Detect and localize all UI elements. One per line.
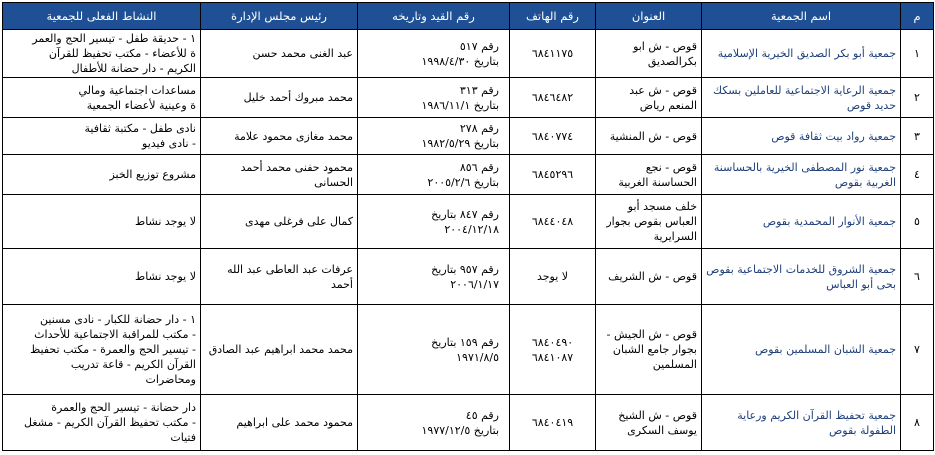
row-address: خلف مسجد أبو العباس بقوص بجوار السرايرية [596,195,702,249]
row-registration: رقم ٣١٣ بتاريخ ١٩٨٦/١١/١ [358,78,510,118]
row-num: ٦ [901,249,934,305]
row-num: ٣ [901,118,934,155]
row-address: قوص - ش الشيخ يوسف السكرى [596,395,702,451]
header-chairman: رئيس مجلس الإدارة [201,3,358,30]
row-activity: لا يوجد نشاط [3,249,201,305]
row-activity: ١ - حديقة طفل - تيسير الحج والعمر ة للأعضاء - مكتب تحفيظ للقرآن الكريم - دار حضانة للأطفال [3,30,201,78]
row-chairman: عرفات عبد العاطى عبد الله أحمد [201,249,358,305]
row-phone: ٦٨٤٠٤٩٠ ٦٨٤١٠٨٧ [510,305,596,395]
row-activity: ١ - دار حضانة للكبار - نادى مسنين - مكتب للمراقبة الاجتماعية للأحداث - تيسير الحج والعمرة - مكتب تحفيظ القرآن الكريم - قاعة تدريب ومحاضرات [3,305,201,395]
row-address: قوص - ش الشريف [596,249,702,305]
row-phone: ٦٨٤٠٤١٩ [510,395,596,451]
row-name: جمعية نور المصطفى الخيرية بالحساسنة الغربية بقوص [702,155,901,195]
row-phone: ٦٨٤٥٢٩٦ [510,155,596,195]
row-registration: رقم ٨٥٦ بتاريخ ٢٠٠٥/٢/٦ [358,155,510,195]
row-name: جمعية الأنوار المحمدية بقوص [702,195,901,249]
row-num: ٧ [901,305,934,395]
header-name: اسم الجمعية [702,3,901,30]
row-name: جمعية الشروق للخدمات الاجتماعية بقوص بحى أبو العباس [702,249,901,305]
row-chairman: محمود محمد على ابراهيم [201,395,358,451]
row-registration: رقم ٢٧٨ بتاريخ ١٩٨٢/٥/٢٩ [358,118,510,155]
row-num: ٥ [901,195,934,249]
row-num: ٨ [901,395,934,451]
row-phone: ٦٨٤١١٧٥ [510,30,596,78]
row-phone: ٦٨٤٦٤٨٢ [510,78,596,118]
header-row [3,3,934,30]
row-registration: رقم ٨٤٧ بتاريخ ٢٠٠٤/١٢/١٨ [358,195,510,249]
row-name: جمعية الرعاية الاجتماعية للعاملين بسكك حديد قوص [702,78,901,118]
row-address: قوص - ش الجيش - بجوار جامع الشبان المسلمين [596,305,702,395]
row-chairman: محمد مبروك أحمد خليل [201,78,358,118]
row-name: جمعية تحفيظ القرآن الكريم ورعاية الطفولة بقوص [702,395,901,451]
associations-table [2,2,934,451]
row-chairman: كمال على فرغلى مهدى [201,195,358,249]
row-phone: لا يوجد [510,249,596,305]
associations-table-wrapper [2,2,933,451]
row-num: ١ [901,30,934,78]
table-row [3,249,934,305]
header-activity: النشاط الفعلى للجمعية [3,3,201,30]
row-num: ٢ [901,78,934,118]
row-registration: رقم ٤٥ بتاريخ ١٩٧٧/١٢/٥ [358,395,510,451]
row-address: قوص - نجع الحساسنة الغربية [596,155,702,195]
table-row [3,155,934,195]
row-registration: رقم ٩٥٧ بتاريخ ٢٠٠٦/١/١٧ [358,249,510,305]
row-address: قوص - ش عبد المنعم رياض [596,78,702,118]
row-address: قوص - ش ابو بكرالصديق [596,30,702,78]
row-chairman: عبد الغنى محمد حسن [201,30,358,78]
row-activity: دار حضانة - تيسير الحج والعمرة - مكتب تحفيظ القرآن الكريم - مشغل فتيات [3,395,201,451]
table-row [3,305,934,395]
table-row [3,78,934,118]
row-address: قوص - ش المنشية [596,118,702,155]
table-row [3,30,934,78]
row-name: جمعية رواد بيت ثقافة قوص [702,118,901,155]
table-row [3,395,934,451]
row-activity: مساعدات اجتماعية ومالي ة وعينية لأعضاء الجمعية [3,78,201,118]
row-chairman: محمود حفنى محمد أحمد الحسانى [201,155,358,195]
row-activity: لا يوجد نشاط [3,195,201,249]
table-row [3,118,934,155]
row-phone: ٦٨٤٤٠٤٨ [510,195,596,249]
row-num: ٤ [901,155,934,195]
header-address: العنوان [596,3,702,30]
row-activity: مشروع توزيع الخبز [3,155,201,195]
row-phone: ٦٨٤٠٧٧٤ [510,118,596,155]
header-num: م [901,3,934,30]
table-row [3,195,934,249]
row-name: جمعية أبو بكر الصديق الخيرية الإسلامية [702,30,901,78]
row-chairman: محمد محمد ابراهيم عبد الصادق [201,305,358,395]
header-phone: رقم الهاتف [510,3,596,30]
row-registration: رقم ٥١٧ بتاريخ ١٩٩٨/٤/٣٠ [358,30,510,78]
header-registration: رقم القيد وتاريخه [358,3,510,30]
row-chairman: محمد مغازى محمود علامة [201,118,358,155]
row-activity: نادى طفل - مكتبة ثقافية - نادى فيديو [3,118,201,155]
row-name: جمعية الشبان المسلمين بقوص [702,305,901,395]
row-registration: رقم ١٥٩ بتاريخ ١٩٧١/٨/٥ [358,305,510,395]
